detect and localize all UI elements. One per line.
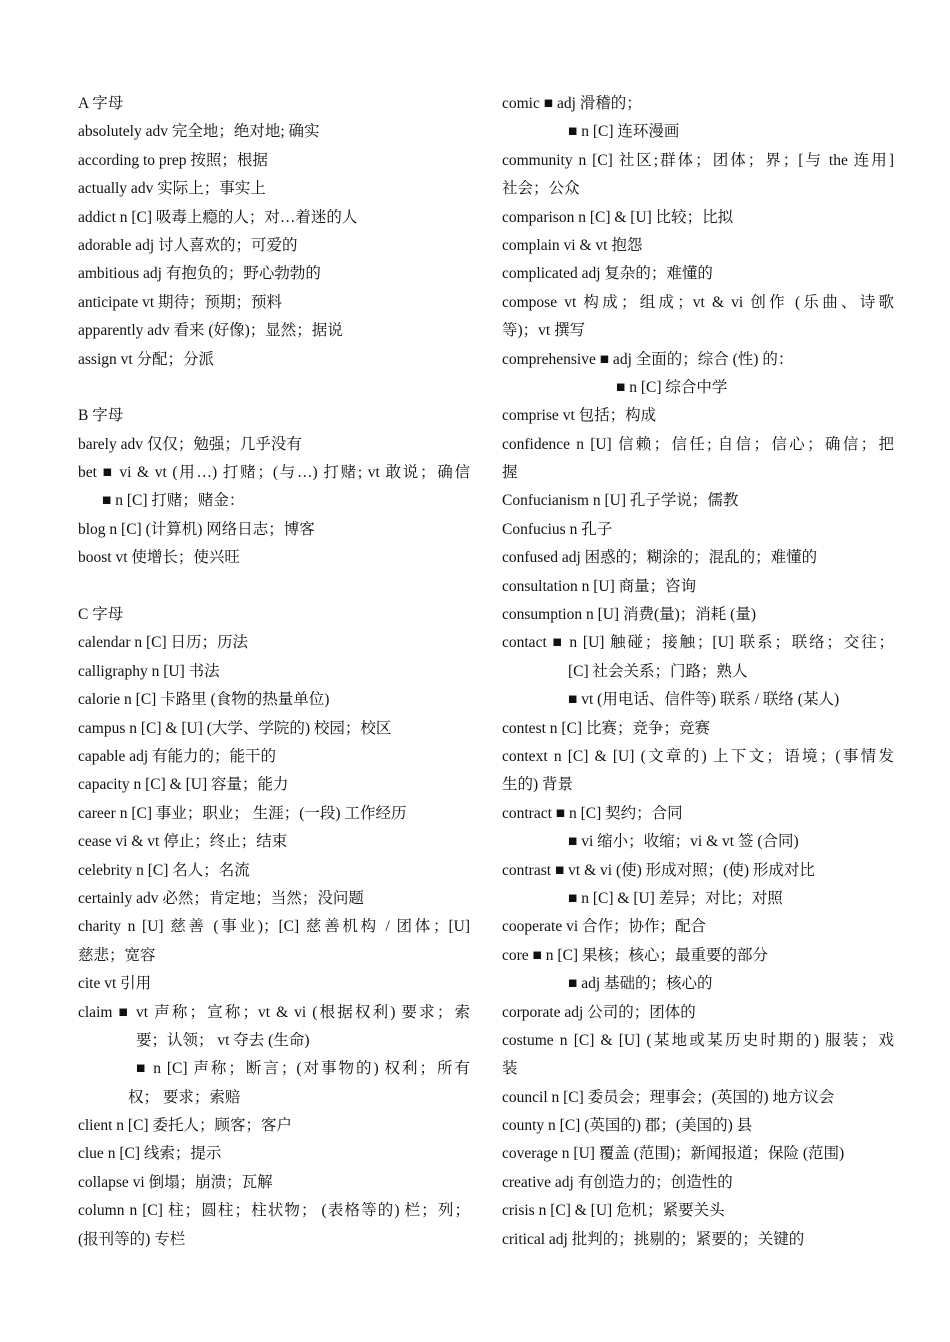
vocab-line: [C] 社会关系；门路；熟人 — [568, 662, 748, 680]
vocab-line: collapse vi 倒塌；崩溃；瓦解 — [78, 1173, 273, 1191]
vocab-line: comparison n [C] & [U] 比较；比拟 — [502, 208, 734, 226]
vocab-line: claim ■ vt 声称；宣称；vt & vi (根据权利) 要求；索 — [78, 1003, 470, 1021]
vocab-line: council n [C] 委员会；理事会；(英国的) 地方议会 — [502, 1088, 835, 1106]
vocab-line: county n [C] (英国的) 郡；(美国的) 县 — [502, 1117, 753, 1135]
section-heading: B 字母 — [78, 407, 124, 425]
vocab-line: context n [C] & [U] (文章的) 上下文；语境；(事情发 — [502, 747, 894, 765]
vocab-line: calendar n [C] 日历；历法 — [78, 634, 249, 652]
vocab-line: column n [C] 柱；圆柱；柱状物； (表格等的) 栏；列； — [78, 1202, 470, 1220]
blank-line — [78, 374, 470, 402]
vocab-line: 社会；公众 — [502, 180, 580, 198]
vocab-line: community n [C] 社区;群体；团体；界；[与 the 连用] — [502, 151, 894, 169]
vocab-line: comprehensive ■ adj 全面的；综合 (性) 的： — [502, 350, 794, 368]
vocab-line: coverage n [U] 覆盖 (范围)；新闻报道；保险 (范围) — [502, 1145, 845, 1163]
vocab-line: consultation n [U] 商量；咨询 — [502, 577, 697, 595]
vocab-line: ambitious adj 有抱负的；野心勃勃的 — [78, 265, 321, 283]
vocab-line: calligraphy n [U] 书法 — [78, 662, 220, 680]
vocab-line: boost vt 使增长；使兴旺 — [78, 549, 240, 567]
vocab-line: absolutely adv 完全地；绝对地; 确实 — [78, 123, 320, 141]
vocab-line: ■ vt (用电话、信件等) 联系 / 联络 (某人) — [568, 691, 840, 709]
vocab-line: campus n [C] & [U] (大学、学院的) 校园；校区 — [78, 719, 392, 737]
vocab-line: ■ vi 缩小；收缩；vi & vt 签 (合同) — [568, 833, 799, 851]
vocab-line: 生的) 背景 — [502, 776, 574, 794]
vocab-line: confidence n [U] 信赖；信任; 自信；信心；确信；把 — [502, 435, 894, 453]
vocab-line: corporate adj 公司的；团体的 — [502, 1003, 696, 1021]
vocab-line: consumption n [U] 消费(量)；消耗 (量) — [502, 606, 756, 624]
right-column — [502, 90, 894, 1254]
vocab-line: celebrity n [C] 名人；名流 — [78, 861, 250, 879]
vocab-line: bet ■ vi & vt (用…) 打赌；(与…) 打赌; vt 敢说；确信 — [78, 464, 470, 482]
vocab-line: barely adv 仅仅；勉强；几乎没有 — [78, 435, 302, 453]
vocab-line: crisis n [C] & [U] 危机；紧要关头 — [502, 1202, 725, 1220]
vocab-line: certainly adv 必然；肯定地；当然；没问题 — [78, 889, 364, 907]
vocab-line: cooperate vi 合作；协作；配合 — [502, 918, 707, 936]
vocab-line: actually adv 实际上；事实上 — [78, 180, 266, 198]
vocab-line: confused adj 困惑的；糊涂的；混乱的；难懂的 — [502, 549, 818, 567]
vocab-line: contact ■ n [U] 触碰；接触；[U] 联系；联络；交往； — [502, 634, 894, 652]
vocab-line: Confucius n 孔子 — [502, 520, 613, 538]
vocab-line: ■ n [C] 连环漫画 — [568, 123, 680, 141]
vocab-line: ■ n [C] 打赌；赌金： — [102, 492, 245, 510]
vocab-line: ■ n [C] & [U] 差异；对比；对照 — [568, 889, 783, 907]
vocab-line: clue n [C] 线索；提示 — [78, 1145, 222, 1163]
vocab-line: ■ adj 基础的；核心的 — [568, 975, 713, 993]
vocab-line: compose vt 构成；组成；vt & vi 创作 (乐曲、诗歌 — [502, 293, 894, 311]
vocab-line: capable adj 有能力的；能干的 — [78, 747, 277, 765]
vocab-line: assign vt 分配；分派 — [78, 350, 215, 368]
vocab-line: core ■ n [C] 果核；核心；最重要的部分 — [502, 946, 768, 964]
vocab-line: critical adj 批判的；挑剔的；紧要的；关键的 — [502, 1230, 805, 1248]
vocab-line: 装 — [502, 1060, 518, 1078]
vocab-line: contest n [C] 比赛；竞争；竞赛 — [502, 719, 710, 737]
left-column — [78, 90, 470, 1254]
vocab-line: ■ n [C] 声称；断言；(对事物的) 权利；所有 — [136, 1060, 470, 1078]
vocab-line: 要；认领； vt 夺去 (生命) — [136, 1031, 310, 1049]
vocab-line: 握 — [502, 464, 518, 482]
vocab-line: comprise vt 包括；构成 — [502, 407, 657, 425]
blank-line — [78, 573, 470, 601]
vocab-line: career n [C] 事业；职业； 生涯；(一段) 工作经历 — [78, 804, 407, 822]
section-heading: C 字母 — [78, 606, 124, 624]
vocab-line: creative adj 有创造力的；创造性的 — [502, 1173, 733, 1191]
vocab-line: addict n [C] 吸毒上瘾的人；对…着迷的人 — [78, 208, 358, 226]
vocab-line: contrast ■ vt & vi (使) 形成对照；(使) 形成对比 — [502, 861, 815, 879]
vocab-line: Confucianism n [U] 孔子学说；儒教 — [502, 492, 739, 510]
vocab-line: apparently adv 看来 (好像)；显然；据说 — [78, 322, 343, 340]
vocab-line: cite vt 引用 — [78, 975, 152, 993]
vocab-line: contract ■ n [C] 契约；合同 — [502, 804, 683, 822]
vocab-line: (报刊等的) 专栏 — [78, 1230, 186, 1248]
vocab-line: 权； 要求；索赔 — [128, 1088, 241, 1106]
vocab-line: blog n [C] (计算机) 网络日志；博客 — [78, 520, 315, 538]
vocab-line: charity n [U] 慈善 (事业)；[C] 慈善机构 / 团体；[U] — [78, 918, 470, 936]
section-heading: A 字母 — [78, 95, 124, 112]
vocab-line: ■ n [C] 综合中学 — [616, 378, 728, 396]
vocab-line: 等)；vt 撰写 — [502, 322, 586, 340]
vocab-line: complain vi & vt 抱怨 — [502, 236, 643, 254]
vocab-line: capacity n [C] & [U] 容量；能力 — [78, 776, 289, 794]
vocab-line: calorie n [C] 卡路里 (食物的热量单位) — [78, 691, 330, 709]
vocab-line: cease vi & vt 停止；终止；结束 — [78, 833, 288, 851]
vocab-line: according to prep 按照；根据 — [78, 151, 268, 169]
vocab-line: complicated adj 复杂的；难懂的 — [502, 265, 713, 283]
vocab-line: adorable adj 讨人喜欢的；可爱的 — [78, 236, 298, 254]
vocab-line: anticipate vt 期待；预期；预料 — [78, 293, 283, 311]
vocab-line: comic ■ adj 滑稽的； — [502, 95, 642, 112]
vocab-line: 慈悲；宽容 — [78, 946, 156, 964]
vocab-line: client n [C] 委托人；顾客；客户 — [78, 1117, 292, 1135]
vocab-line: costume n [C] & [U] (某地或某历史时期的) 服装；戏 — [502, 1031, 894, 1049]
